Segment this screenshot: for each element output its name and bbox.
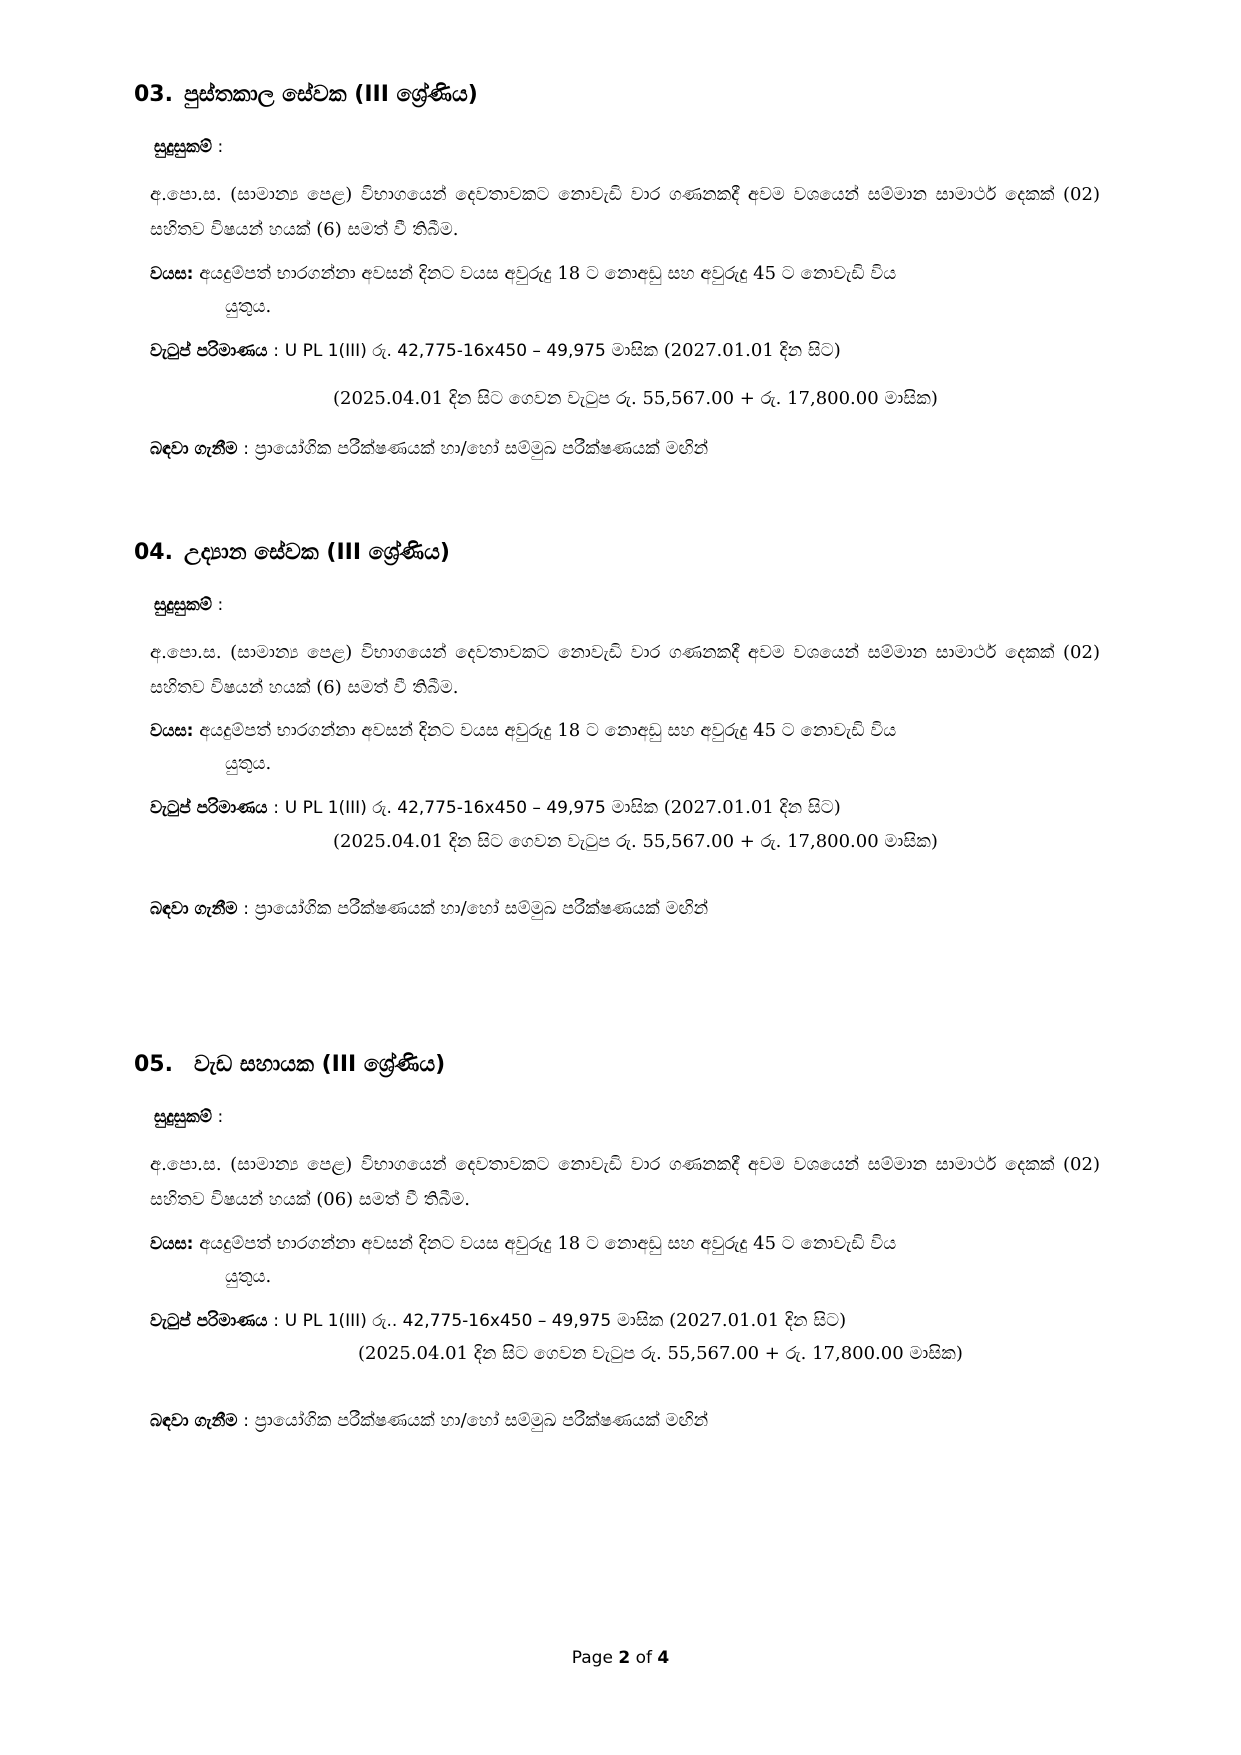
page-current: 2	[618, 1648, 631, 1668]
salary-text: මාසික (2027.01.01 දින සිට)	[611, 340, 841, 361]
qualifications-text: අ.පො.ස. (සාමාන්‍ය පෙළ) විභාගයෙන් දෙවතාවකට නොවැඩි වාර ගණනකදී අවම වශයෙන් සම්මාන සාමාර්ථ දෙකක් (02) සහිතව විෂයන් හයක් (06) සමත් වී තිබීම.	[150, 1154, 1100, 1210]
recruit-row	[150, 438, 708, 459]
page-total: 4	[657, 1648, 670, 1668]
qualifications-colon: :	[217, 137, 224, 157]
page-footer	[0, 1648, 1241, 1668]
recruit-row	[150, 898, 708, 919]
section-number: 05.	[134, 1052, 173, 1077]
section-heading	[134, 82, 478, 107]
salary-label: වැටුප් පරිමාණය	[150, 798, 268, 818]
qualifications-label-row	[154, 137, 223, 157]
salary-colon: :	[273, 798, 279, 818]
qualifications-colon: :	[217, 595, 224, 615]
of-word: of	[635, 1648, 652, 1668]
recruit-colon: :	[243, 439, 249, 459]
age-text-cont: යුතුය.	[225, 1266, 272, 1287]
age-text: අයදුම්පත් භාරගන්නා අවසන් දිනට වයස අවුරුදු 18 ට නොඅඩු සහ අවුරුදු 45 ට නොවැඩි විය	[199, 1233, 897, 1254]
qualifications-label-row	[154, 595, 223, 615]
recruit-label: බඳවා ගැනීම	[150, 899, 238, 919]
age-row	[150, 263, 896, 284]
age-text-cont: යුතුය.	[225, 753, 272, 774]
salary-text: මාසික (2027.01.01 දින සිට)	[611, 797, 841, 818]
salary-text-cont: (2025.04.01 දින සිට ගෙවන වැටුප රු. 55,567.00 + රු. 17,800.00 මාසික)	[358, 1343, 963, 1364]
qualifications-colon: :	[217, 1107, 224, 1127]
recruit-colon: :	[243, 1411, 249, 1431]
salary-row	[150, 797, 841, 818]
age-label: වයස:	[150, 1234, 194, 1254]
section-number: 04.	[134, 540, 173, 565]
age-label: වයස:	[150, 721, 194, 741]
qualifications-label: සුදුසුකම්	[154, 137, 213, 157]
age-text: අයදුම්පත් භාරගන්නා අවසන් දිනට වයස අවුරුදු 18 ට නොඅඩු සහ අවුරුදු 45 ට නොවැඩි විය	[199, 720, 897, 741]
qualifications-label-row	[154, 1107, 223, 1127]
age-text: අයදුම්පත් භාරගන්නා අවසන් දිනට වයස අවුරුදු 18 ට නොඅඩු සහ අවුරුදු 45 ට නොවැඩි විය	[199, 263, 897, 284]
age-row	[150, 1233, 896, 1254]
recruit-colon: :	[243, 899, 249, 919]
qualifications-text: අ.පො.ස. (සාමාන්‍ය පෙළ) විභාගයෙන් දෙවතාවකට නොවැඩි වාර ගණනකදී අවම වශයෙන් සම්මාන සාමාර්ථ දෙකක් (02) සහිතව විෂයන් හයක් (6) සමත් වී තිබීම.	[150, 184, 1100, 240]
salary-colon: :	[273, 1311, 279, 1331]
salary-label: වැටුප් පරිමාණය	[150, 341, 268, 361]
salary-text-cont: (2025.04.01 දින සිට ගෙවන වැටුප රු. 55,567.00 + රු. 17,800.00 මාසික)	[333, 388, 938, 409]
salary-row	[150, 1310, 846, 1331]
age-text-cont: යුතුය.	[225, 296, 272, 317]
section-number: 03.	[134, 82, 173, 107]
section-heading	[134, 1052, 445, 1077]
recruit-text: ප්‍රායෝගික පරීක්ෂණයක් හා/හෝ සම්මුඛ පරීක්ෂණයක් මඟින්	[254, 438, 709, 459]
section-title: පුස්තකාල සේවක (III ශ්‍රේණිය)	[184, 82, 478, 107]
age-row	[150, 720, 896, 741]
section-title: උද්‍යාන සේවක (III ශ්‍රේණිය)	[184, 540, 450, 565]
age-label: වයස:	[150, 264, 194, 284]
salary-code: U PL 1(III) රු. 42,775-16x450 – 49,975	[284, 798, 606, 818]
recruit-row	[150, 1410, 708, 1431]
salary-colon: :	[273, 341, 279, 361]
salary-text: මාසික (2027.01.01 දින සිට)	[616, 1310, 847, 1331]
salary-row	[150, 340, 841, 361]
qualifications-label: සුදුසුකම්	[154, 595, 213, 615]
recruit-label: බඳවා ගැනීම	[150, 439, 238, 459]
recruit-label: බඳවා ගැනීම	[150, 1411, 238, 1431]
recruit-text: ප්‍රායෝගික පරීක්ෂණයක් හා/හෝ සම්මුඛ පරීක්ෂණයක් මඟින්	[254, 1410, 709, 1431]
qualifications-label: සුදුසුකම්	[154, 1107, 213, 1127]
salary-code: U PL 1(III) රු. 42,775-16x450 – 49,975	[284, 341, 606, 361]
recruit-text: ප්‍රායෝගික පරීක්ෂණයක් හා/හෝ සම්මුඛ පරීක්ෂණයක් මඟින්	[254, 898, 709, 919]
section-title: වැඩ සහායක (III ශ්‍රේණිය)	[194, 1052, 446, 1077]
qualifications-text: අ.පො.ස. (සාමාන්‍ය පෙළ) විභාගයෙන් දෙවතාවකට නොවැඩි වාර ගණනකදී අවම වශයෙන් සම්මාන සාමාර්ථ දෙකක් (02) සහිතව විෂයන් හයක් (6) සමත් වී තිබීම.	[150, 642, 1100, 698]
page-word: Page	[571, 1648, 613, 1668]
section-heading	[134, 540, 450, 565]
salary-code: U PL 1(III) රු.. 42,775-16x450 – 49,975	[284, 1311, 612, 1331]
salary-label: වැටුප් පරිමාණය	[150, 1311, 268, 1331]
salary-text-cont: (2025.04.01 දින සිට ගෙවන වැටුප රු. 55,567.00 + රු. 17,800.00 මාසික)	[333, 831, 938, 852]
